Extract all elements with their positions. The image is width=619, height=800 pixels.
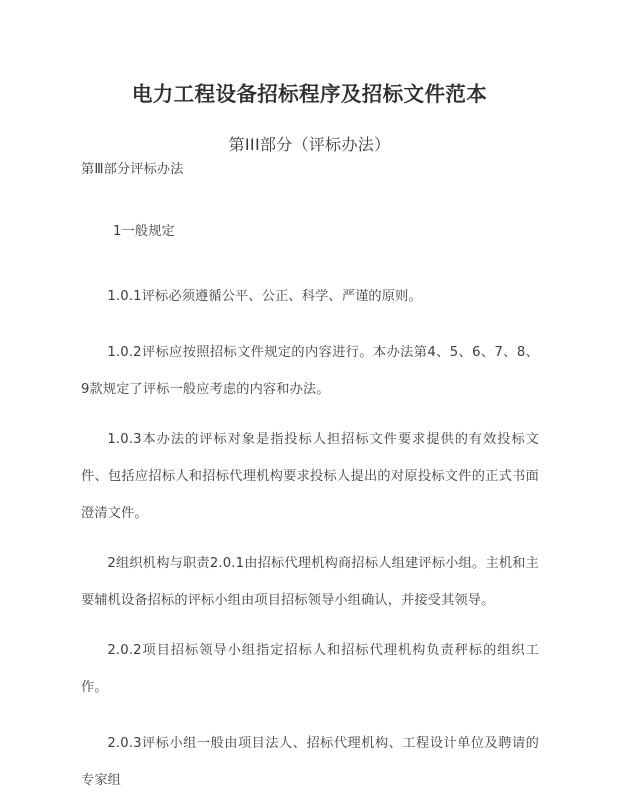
paragraph-1-0-1: 1.0.1评标必须遵循公平、公正、科学、严谨的原则。 bbox=[107, 289, 422, 304]
document-title: 电力工程设备招标程序及招标文件范本 bbox=[131, 81, 488, 106]
spacer bbox=[81, 619, 539, 632]
document-subtitle: 第III部分（评标办法） bbox=[228, 135, 391, 155]
spacer bbox=[81, 180, 539, 222]
paragraph-1-0-2: 1.0.2评标应按照招标文件规定的内容进行。本办法第4、5、6、7、8、9款规定了评标一般应考虑的内容和办法。 bbox=[81, 345, 539, 397]
spacer bbox=[81, 706, 539, 725]
section-heading: 第Ⅲ部分评标办法 bbox=[81, 162, 184, 177]
sub-heading-general-provisions: 1一般规定 bbox=[113, 224, 175, 239]
paragraph-2-0-1: 2组织机构与职责2.0.1由招标代理机构商招标人组建评标小组。主机和主要辅机设备招标的评标小组由项目招标领导小组确认，并接受其领导。 bbox=[81, 556, 539, 608]
paragraph-2-0-2: 2.0.2项目招标领导小组指定招标人和招标代理机构负责秤标的组织工作。 bbox=[81, 643, 539, 695]
spacer bbox=[81, 408, 539, 421]
spacer bbox=[81, 315, 539, 334]
spacer bbox=[81, 532, 539, 545]
paragraph-2-0-3: 2.0.3评标小组一般由项目法人、招标代理机构、工程设计单位及聘请的专家组 bbox=[81, 736, 539, 788]
paragraph-1-0-3: 1.0.3本办法的评标对象是指投标人担招标文件要求提供的有效投标文件、包括应招标人和招标代理机构要求投标人提出的对原投标文件的正式书面澄清文件。 bbox=[81, 432, 539, 521]
spacer bbox=[81, 242, 539, 278]
document-body bbox=[81, 160, 539, 799]
